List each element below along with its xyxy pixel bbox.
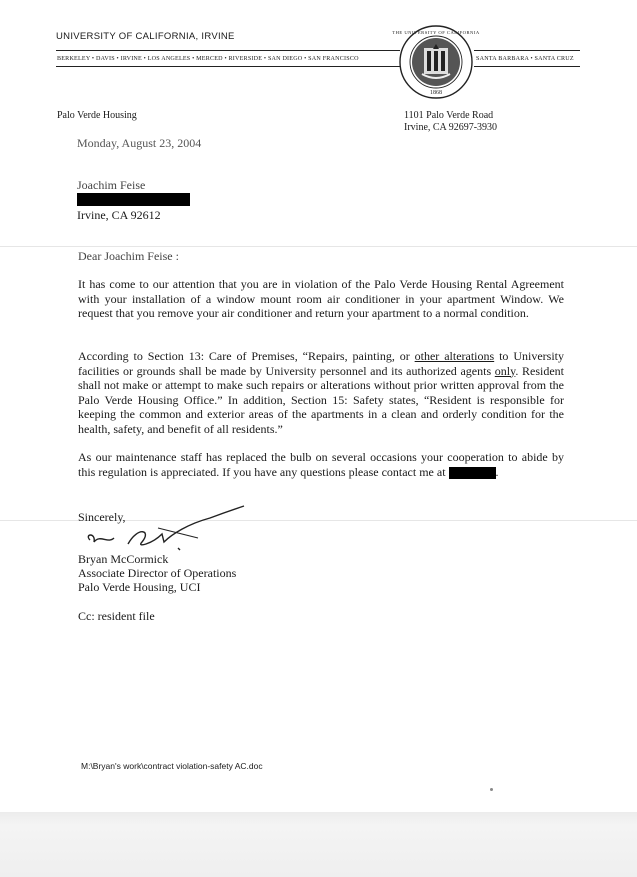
- sender-street: 1101 Palo Verde Road: [404, 110, 494, 121]
- paragraph-sections-part-b: to University facilities or grounds shall be made by University personnel and its authorized agents: [78, 349, 564, 378]
- underlined-only: only: [494, 363, 516, 378]
- cc-note: Cc: resident file: [78, 609, 155, 623]
- svg-text:THE UNIVERSITY OF CALIFORNIA: THE UNIVERSITY OF CALIFORNIA: [392, 30, 480, 35]
- sender-city: Irvine, CA 92697-3930: [404, 122, 498, 133]
- paragraph-sections-part-c: . Resident shall not make or attempt to make such repairs or alterations without prior written approval from the Palo Verde Housing Office.” In addition, Section 15: Safety states, “Resident is responsible for keeping the common and exterior areas of the apartments in a clean and orderly condition for the health, safety, and benefit of all residents.”: [78, 363, 564, 436]
- recipient-city: Irvine, CA 92612: [77, 208, 161, 222]
- letterhead-rule-top-right: [474, 50, 580, 51]
- letterhead-rule-bottom-right: [474, 66, 580, 67]
- sender-office: Palo Verde Housing: [57, 110, 137, 121]
- letterhead-rule-top-left: [56, 50, 400, 51]
- paragraph-violation: It has come to our attention that you are in violation of the Palo Verde Housing Rental Agreement with your installation of a window mount room air conditioner in your apartment Window. We request that you remove your air conditioner and return your apartment to a normal condition.: [78, 277, 564, 320]
- salutation: Dear Joachim Feise :: [78, 249, 179, 263]
- university-name: UNIVERSITY OF CALIFORNIA, IRVINE: [56, 31, 235, 42]
- campus-list-left: BERKELEY • DAVIS • IRVINE • LOS ANGELES • MERCED • RIVERSIDE • SAN DIEGO • SAN FRANCISCO: [57, 56, 359, 62]
- paper-speck: [490, 788, 493, 791]
- recipient-name: Joachim Feise: [77, 178, 146, 192]
- university-seal-icon: [392, 24, 480, 100]
- scan-background: [0, 812, 637, 877]
- file-path-footer: M:\Bryan's work\contract violation-safety AC.doc: [81, 761, 263, 771]
- closing: Sincerely,: [78, 510, 126, 524]
- paragraph-contact-text: As our maintenance staff has replaced the bulb on several occasions your cooperation to abide by this regulation is appreciated. If you have any questions please contact me at: [78, 450, 564, 479]
- letter-date: Monday, August 23, 2004: [77, 136, 202, 150]
- seal-year: 1868: [430, 90, 442, 96]
- paragraph-contact-end: .: [495, 464, 499, 479]
- signatory-title: Associate Director of Operations: [78, 566, 237, 580]
- campus-list-right: SANTA BARBARA • SANTA CRUZ: [476, 56, 574, 62]
- redacted-phone: [449, 467, 496, 479]
- signatory-org: Palo Verde Housing, UCI: [78, 580, 201, 594]
- paper-fold-line: [0, 246, 637, 247]
- signatory-name: Bryan McCormick: [78, 552, 169, 566]
- signature: [78, 504, 248, 556]
- underlined-other-alterations: other alterations: [414, 349, 495, 363]
- paragraph-sections-part-a: According to Section 13: Care of Premises, “Repairs, painting, or: [78, 349, 415, 363]
- paragraph-sections: [78, 349, 564, 436]
- paragraph-contact: [78, 450, 564, 479]
- letterhead-rule-bottom-left: [56, 66, 400, 67]
- redacted-address: [77, 193, 190, 206]
